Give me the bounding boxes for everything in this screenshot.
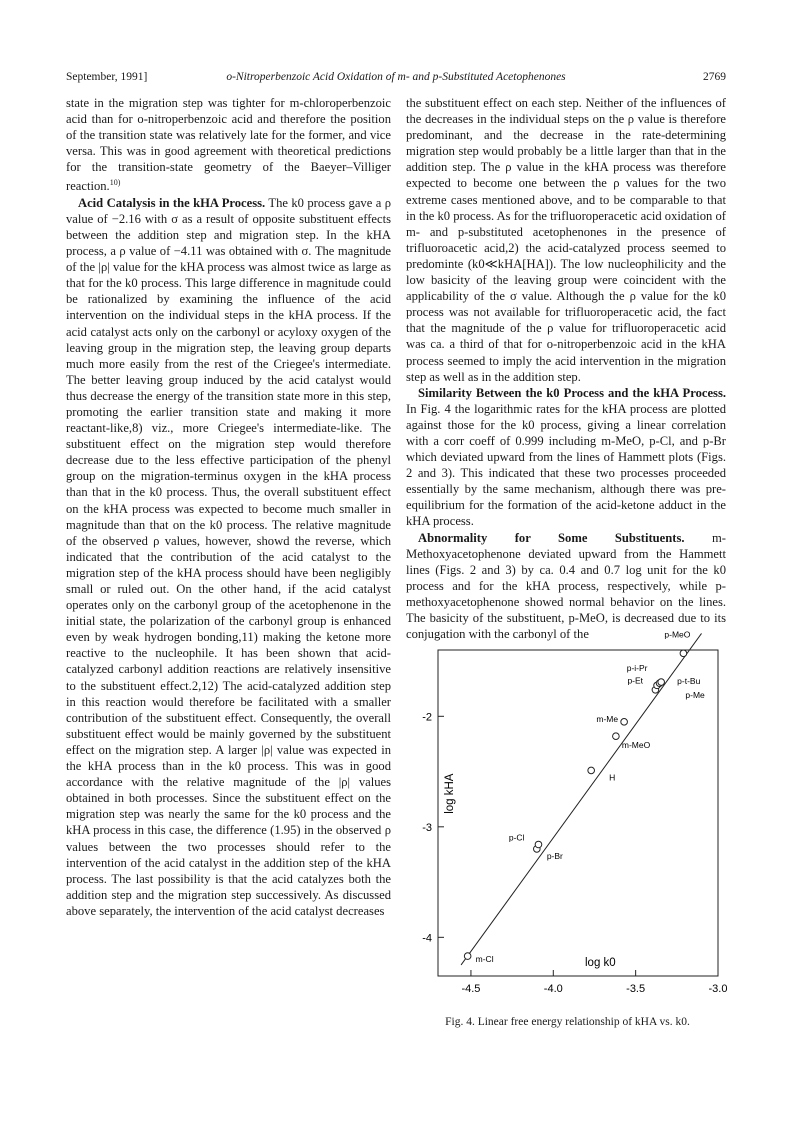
point-label: p-t-Bu <box>677 676 701 687</box>
header-date: September, 1991] <box>66 71 148 83</box>
y-axis-label: log kHA <box>444 773 456 814</box>
header-title: o-Nitroperbenzoic Acid Oxidation of m- and p-Substituted Acetophenones <box>226 71 566 83</box>
point-label: m-Me <box>596 713 619 724</box>
left-column <box>66 95 391 919</box>
paragraph-text: The k0 process gave a ρ value of −2.16 with σ as a result of opposite substituent effects between the addition step and migration step. In the kHA process, a ρ value of −4.11 was obtained with σ. The magnitude of the |ρ| value for the kHA process was almost twice as large as that for the k0 process. This large difference in magnitude could be rationalized by examining the influence of the acid intervention on the individual steps in the kHA process. If the acid catalyst acts only on the carbonyl or acyloxy oxygen of the leaving group in the migration step, the leaving group departs much more easily from the rest of the Criegee's intermediate. The better leaving group induced by the acid catalyst would thus decrease the energy of the transition state more in this step, promoting the earlier transition state and making it more reactant-like,8) viz., more Criegee's intermediate-like. The substituent effect on the migration step would therefore decrease due to the less effective participation of the phenyl group on the migration-terminus oxygen in the kHA process than that in the k0 process. Thus, the overall substituent effect on the kHA process was expected to become much smaller in magnitude than that on the k0 process. The relative magnitude of the observed ρ values, however, showd the reverse, which indicated that the contribution of the acid catalyst to the migration step of the kHA process should have been negligibly small or ruled out. On the other hand, if the acid catalyst operates only on the carbonyl group of the acetophenone in the initial state, the polarization of the carbonyl group is enhanced even by weak hydrogen bonding,11) making the ketone more reactive to the nucleophile. It has been shown that acid-catalyzed carbonyl addition reactions are relatively insensitive to the substituent effect.2,12) The acid-catalyzed addition step in this reaction would therefore be facilitated with a smaller contribution of the substituent effect. Consequently, the overall substituent effect would be mainly governed by the substituent effect on the migration step. A larger |ρ| value was expected in the kHA process than in the k0 process. This was in good accordance with the relative magnitude of the |ρ| values obtained in both processes. Since the substituent effect on the migration step was nearly the same for the k0 process and the kHA process in this case, the difference (1.95) in the observed ρ values between the two processes should refer to the intervention of the acid catalyst in the addition step of the kHA process. The last possibility is that the acid catalyzes both the addition step and the migration step successively. As discussed above separately, the intervention of the acid catalyst decreases <box>66 195 391 918</box>
y-tick-label: -2 <box>422 711 432 724</box>
x-tick-label: -4.0 <box>543 983 563 995</box>
point-label: p-Me <box>685 689 705 700</box>
paragraph-text: m-Methoxyacetophenone deviated upward from the Hammett lines (Figs. 2 and 3) by ca. 0.4 and 0.7 log unit for the k0 process and for the kHA process, respectively, while p-methoxyacetophenone showed normal behavior on the lines. The basicity of the substituent, p-MeO, is decreased due to its conjugation with the carbonyl of the <box>406 530 726 642</box>
x-tick-label: -4.5 <box>461 983 481 995</box>
point-label: m-MeO <box>621 740 651 751</box>
paragraph <box>406 95 726 385</box>
paragraph <box>406 530 726 643</box>
data-point <box>588 767 595 774</box>
x-tick-label: -3.5 <box>626 983 646 995</box>
x-tick-label: -3.0 <box>708 983 728 995</box>
y-tick-label: -4 <box>422 932 432 945</box>
page-number: 2769 <box>703 71 726 83</box>
paragraph <box>66 195 391 919</box>
paragraph-text: In Fig. 4 the logarithmic rates for the kHA process are plotted against those for the k0 process, giving a linear correlation with a corr coeff of 0.999 including m-MeO, p-Cl, and p-Br which deviated upward from the lines of Hammett plots (Figs. 2 and 3). This indicated that these two processes proceeded essentially by the same mechanism, although there was pre-equilibrium for the formation of the acid-ketone adduct in the kHA process. <box>406 401 726 529</box>
figure-caption: Fig. 4. Linear free energy relationship of kHA vs. k0. <box>445 1016 690 1028</box>
point-label: p-Et <box>627 675 644 686</box>
plot-frame <box>438 650 718 976</box>
data-point <box>621 719 628 726</box>
section-heading: Similarity Between the k0 Process and the kHA Process. <box>418 385 726 400</box>
x-axis-label: log k0 <box>585 957 616 969</box>
paragraph-text: the substituent effect on each step. Neither of the influences of the decreases in the individual steps on the ρ value is therefore predominant, and the decrease in the rate-determining migration step would probably be a little larger than that in the addition step. The ρ value in the kHA process was therefore expected to become one between the ρ values for the two extreme cases mentioned above, and to be comparable to that in the k0 process. As for the trifluoroperacetic acid oxidation of m- and p-substituted acetophenones in the presence of trifluoroacetic acid,2) the acid-catalyzed process seemed to predominte (k0≪kHA[HA]). The low nucleophilicity and the low basicity of the leaving group were coincident with the applicability of the σ value. Although the ρ value for the k0 process was not available for trifluoroperacetic acid, the fact that the magnitude of the ρ value for trifluoroperacetic acid was ca. a third of that for o-nitroperbenzoic acid in the kHA process seemed to imply the acid intervention in the migration step as well as in the addition step. <box>406 96 726 384</box>
fit-line <box>461 633 701 965</box>
data-point <box>613 733 620 740</box>
data-point <box>680 650 687 657</box>
data-point <box>464 953 471 960</box>
reference-mark: 10) <box>109 178 121 188</box>
point-label: H <box>609 772 616 783</box>
paragraph <box>406 385 726 530</box>
point-label: p-MeO <box>664 629 691 640</box>
data-point <box>535 841 542 848</box>
paragraph-text: state in the migration step was tighter for m-chloroperbenzoic acid than for o-nitroperbenzoic acid and therefore the position of the transition state was relatively late for the former, and vice versa. This was in good agreement with theoretical predictions for the transition-state geometry of the Baeyer–Villiger reaction. <box>66 96 391 194</box>
figure-4 <box>410 629 728 1046</box>
point-label: p-Cl <box>508 832 525 843</box>
running-header <box>66 71 726 87</box>
section-heading: Abnormality for Some Substituents. <box>418 530 685 545</box>
paragraph <box>66 95 391 195</box>
y-tick-label: -3 <box>422 821 432 834</box>
section-heading: Acid Catalysis in the kHA Process. <box>78 195 266 210</box>
data-point <box>658 679 665 686</box>
scatter-chart <box>410 629 728 1006</box>
point-label: p-Br <box>546 850 563 861</box>
point-label: p-i-Pr <box>626 663 648 674</box>
right-column <box>406 95 726 642</box>
point-label: m-Cl <box>475 954 494 965</box>
